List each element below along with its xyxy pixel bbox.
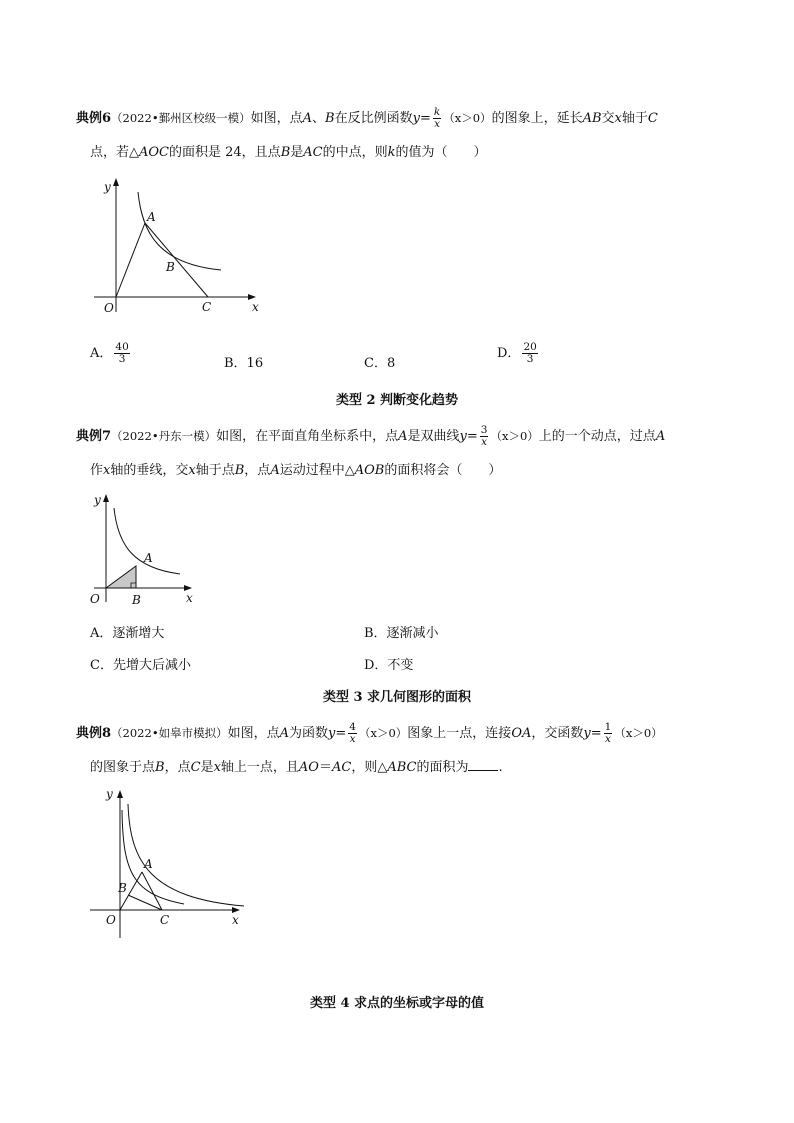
q8-fig-o: O <box>106 913 116 927</box>
q6-option-d-num: 20 <box>523 341 537 353</box>
q8-label: 典例8 <box>76 726 112 741</box>
q8-fig-c: C <box>160 913 170 927</box>
q7-figure <box>84 486 199 608</box>
q8-eq2: = <box>590 726 602 741</box>
q6-text: 在反比例函数 <box>334 111 413 126</box>
q8-text: 的面积为 <box>416 760 469 775</box>
q8-ao: AO <box>298 760 319 775</box>
q6-point-a: A <box>302 111 313 126</box>
q6-text: 的面积是 24，且点 <box>169 145 281 160</box>
q7-fig-b: B <box>132 593 141 607</box>
q8-frac1-den: x <box>349 733 356 745</box>
q6-option-a-num: 40 <box>115 341 129 353</box>
q6-frac-num: k <box>433 106 441 118</box>
q6-fraction <box>433 107 441 130</box>
q8-point-c: C <box>190 760 201 775</box>
q7-text: ，点 <box>244 463 271 478</box>
q7-text: 运动过程中△ <box>279 463 355 478</box>
q7-option-d[interactable]: D．不变 <box>364 658 414 673</box>
q7-shaded-triangle <box>106 566 136 588</box>
q7-x-axis2: x <box>188 463 196 478</box>
q8-domain1: （x＞0） <box>358 726 408 740</box>
q8-seg-oa: OA <box>511 726 532 741</box>
q8-func-y2: y <box>583 726 591 741</box>
q6-text: 是 <box>290 145 304 160</box>
q6-option-a-label: A． <box>90 346 113 361</box>
q8-point-b: B <box>155 760 165 775</box>
q8-domain2: （x＞0） <box>614 726 663 740</box>
q7-label: 典例7 <box>76 429 112 444</box>
q7-text: 如图，在平面直角坐标系中，点 <box>216 429 399 444</box>
q7-text: 是双曲线 <box>407 429 460 444</box>
q8-text: 轴上一点，且 <box>220 760 299 775</box>
q7-fig-o: O <box>90 592 100 606</box>
q7-frac-den: x <box>481 436 488 448</box>
q6-point-b2: B <box>280 145 291 160</box>
q7-tri-aob: AOB <box>354 463 385 478</box>
q8-fig-x: x <box>232 913 239 927</box>
q8-curve-4x <box>128 804 244 906</box>
q6-sep: 、 <box>312 111 326 126</box>
q8-fraction-1 <box>348 722 357 745</box>
q6-option-b[interactable]: B．16 <box>224 356 264 371</box>
q6-text: 的图象上，延长 <box>491 111 583 126</box>
q7-point-a2: A <box>655 429 666 444</box>
q6-text: 轴于 <box>621 111 648 126</box>
q6-fig-a: A <box>147 210 156 224</box>
q8-x-axis: x <box>213 760 221 775</box>
q7-line1 <box>76 425 665 448</box>
q8-fig-y: y <box>106 787 113 801</box>
q6-option-a[interactable] <box>90 342 132 365</box>
q8-seg-ac-line <box>142 872 162 910</box>
q6-domain: （x＞0） <box>443 111 492 125</box>
q6-text: 的值为（ ） <box>395 145 487 160</box>
q7-line2 <box>90 461 501 481</box>
q6-option-d-frac <box>522 342 537 365</box>
q8-figure <box>84 782 249 942</box>
q6-option-c[interactable]: C．8 <box>364 356 396 371</box>
heading-type-4: 类型 4 求点的坐标或字母的值 <box>309 996 485 1011</box>
q6-text: 交 <box>601 111 615 126</box>
q6-text: 的中点，则 <box>322 145 388 160</box>
q6-line2 <box>90 143 487 163</box>
q6-fig-o: O <box>104 301 114 315</box>
q8-frac1-num: 4 <box>349 721 356 733</box>
q6-hyperbola <box>138 192 221 270</box>
q6-x-axis: x <box>614 111 622 126</box>
q7-y-arrow <box>103 494 109 502</box>
q6-point-c: C <box>647 111 658 126</box>
q8-source: （2022•如皋市模拟） <box>111 726 228 740</box>
q7-option-a[interactable]: A．逐渐增大 <box>90 626 165 641</box>
q7-option-c[interactable]: C．先增大后减小 <box>90 658 191 673</box>
q6-line1 <box>76 107 658 130</box>
q6-option-d-den: 3 <box>526 353 534 365</box>
q8-frac2-den: x <box>605 733 611 745</box>
q6-text: 如图，点 <box>250 111 303 126</box>
q7-func-y: y <box>459 429 467 444</box>
q7-text: 的面积将会（ ） <box>384 463 502 478</box>
q8-text: 是 <box>200 760 214 775</box>
q7-text: 轴的垂线，交 <box>110 463 189 478</box>
q7-fig-y: y <box>94 493 101 507</box>
q8-text: 如图，点 <box>227 726 280 741</box>
q8-eq-sign: ＝ <box>318 760 332 775</box>
q6-option-a-den: 3 <box>118 353 126 365</box>
q7-fig-a: A <box>144 551 153 565</box>
q8-line2 <box>90 758 503 778</box>
q6-fig-x: x <box>252 300 259 314</box>
q6-seg-ab: AB <box>582 111 602 126</box>
q6-source: （2022•鄞州区校级一模） <box>111 111 251 125</box>
q7-eq: = <box>466 429 478 444</box>
q7-text: 轴于点 <box>195 463 235 478</box>
q6-figure <box>88 172 268 317</box>
q8-text-end: . <box>498 760 503 775</box>
q7-text: 上的一个动点，过点 <box>538 429 656 444</box>
q7-option-b[interactable]: B．逐渐减小 <box>364 626 439 641</box>
q6-seg-ac: AC <box>303 145 323 160</box>
q8-fig-a: A <box>144 857 153 871</box>
q7-source: （2022•丹东一模） <box>111 429 217 443</box>
q8-eq: = <box>335 726 347 741</box>
q6-y-arrow <box>113 178 119 186</box>
q6-frac-den: x <box>434 118 441 130</box>
q8-text: 为函数 <box>289 726 329 741</box>
q6-label: 典例6 <box>76 111 112 126</box>
q8-text: 图象上一点，连接 <box>407 726 512 741</box>
q7-point-b: B <box>234 463 245 478</box>
q6-func-y: y <box>412 111 420 126</box>
q7-text: 作 <box>90 463 104 478</box>
q8-frac2-num: 1 <box>604 721 612 733</box>
q8-text: ，点 <box>164 760 191 775</box>
q8-text: ，则△ <box>351 760 388 775</box>
q8-func-y: y <box>328 726 336 741</box>
q8-tri-abc: ABC <box>387 760 417 775</box>
q7-point-a: A <box>398 429 408 444</box>
q6-tri-aoc: AOC <box>139 145 169 160</box>
q6-text: 点，若△ <box>90 145 139 160</box>
q6-option-d[interactable] <box>497 342 540 365</box>
q6-fig-c: C <box>202 300 212 314</box>
heading-type-3: 类型 3 求几何图形的面积 <box>322 690 472 705</box>
q6-option-d-label: D． <box>497 346 521 361</box>
q6-fig-b: B <box>166 260 175 274</box>
q8-text: 的图象于点 <box>90 760 156 775</box>
q8-fraction-2 <box>604 722 613 745</box>
q7-domain: （x＞0） <box>490 429 539 443</box>
q6-fig-y: y <box>104 180 111 194</box>
q6-var-k: k <box>387 145 396 160</box>
q8-fig-b: B <box>118 881 127 895</box>
heading-type-2: 类型 2 判断变化趋势 <box>335 393 459 408</box>
q6-point-b: B <box>325 111 335 126</box>
q8-point-a: A <box>279 726 290 741</box>
q6-seg-oa <box>116 223 145 297</box>
q7-point-a3: A <box>270 463 280 478</box>
q6-option-a-frac <box>114 342 129 365</box>
q7-fraction <box>480 425 489 448</box>
q8-ac: AC <box>331 760 352 775</box>
q6-eq: = <box>419 111 431 126</box>
q8-seg-bc-line <box>128 895 162 910</box>
q8-line1 <box>76 722 663 745</box>
q8-answer-blank[interactable] <box>468 758 498 771</box>
q7-x-axis: x <box>103 463 111 478</box>
q6-seg-ac-line <box>145 223 208 297</box>
q8-text: ，交函数 <box>531 726 584 741</box>
q8-y-arrow <box>117 790 123 798</box>
q7-frac-num: 3 <box>480 424 488 436</box>
q7-fig-x: x <box>186 591 193 605</box>
